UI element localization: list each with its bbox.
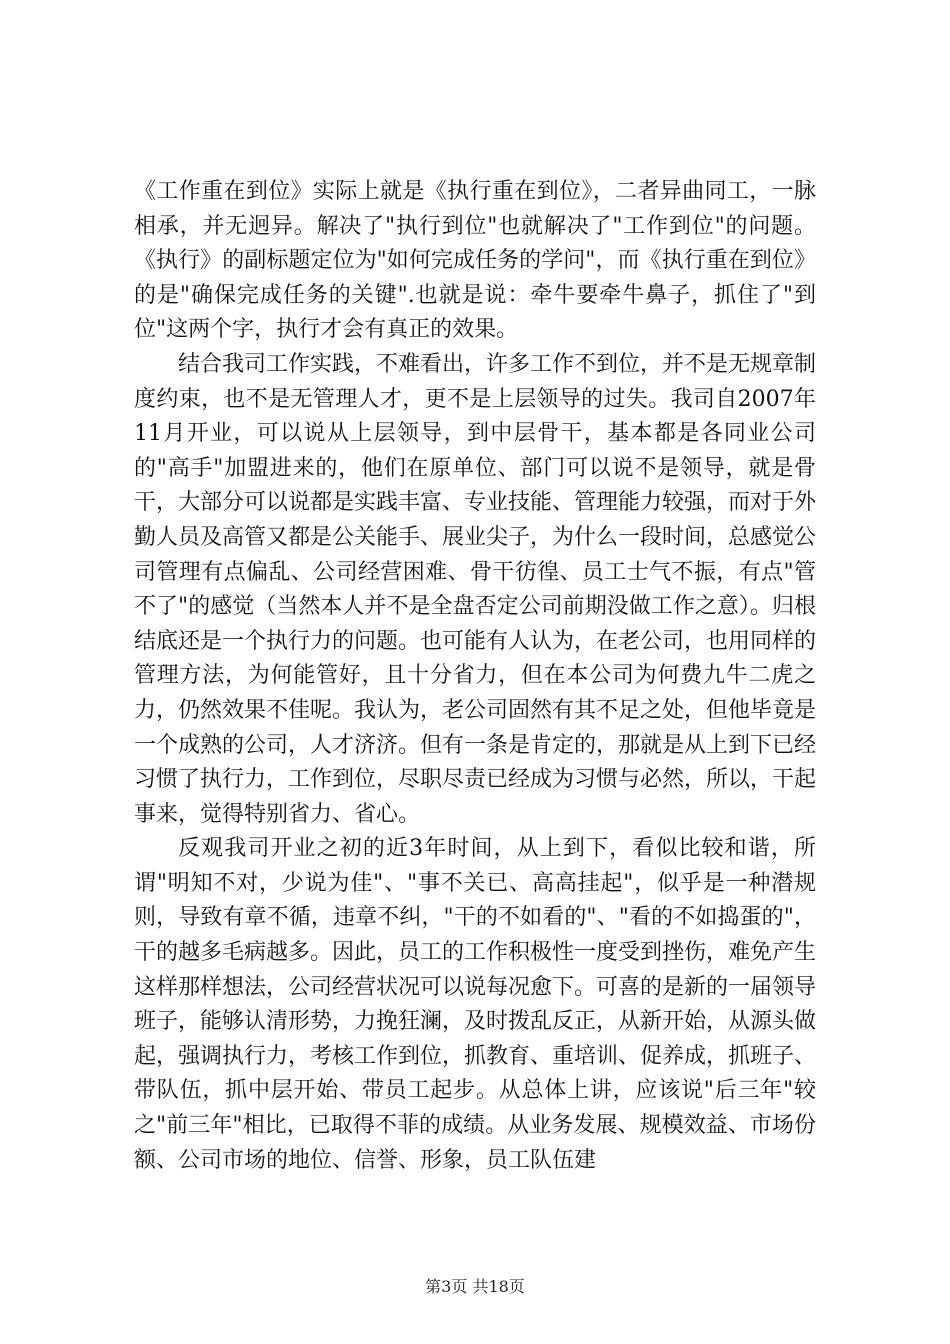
paragraph-1: 《工作重在到位》实际上就是《执行重在到位》，二者异曲同工，一脉相承，并无迥异。解决了"执行到位"也就解决了"工作到位"的问题。《执行》的副标题定位为"如何完成任务的学问"，而《执行重在到位》的是"确保完成任务的关键".也就是说：牵牛要牵牛鼻子，抓住了"到位"这两个字，执行才会有真正的效果。 (134, 179, 816, 343)
paragraph-3: 反观我司开业之初的近3年时间，从上到下，看似比较和谐，所谓"明知不对，少说为佳"、"事不关已、高高挂起"，似乎是一种潜规则，导致有章不循，违章不纠，"干的不如看的"、"看的不如捣蛋的"，干的越多毛病越多。因此，员工的工作积极性一度受到挫伤，难免产生这样那样想法，公司经营状况可以说每况愈下。可喜的是新的一届领导班子，能够认清形势，力挽狂澜，及时拨乱反正，从新开始，从源头做起，强调执行力，考核工作到位，抓教育、重培训、促养成，抓班子、带队伍，抓中层开始、带员工起步。从总体上讲，应该说"后三年"较之"前三年"相比，已取得不菲的成绩。从业务发展、规模效益、市场份额、公司市场的地位、信誉、形象，员工队伍建 (134, 836, 817, 1173)
document-body (134, 175, 816, 1178)
page-footer: 第3页 共18页 (425, 1277, 525, 1296)
paragraph-2: 结合我司工作实践，不难看出，许多工作不到位，并不是无规章制度约束，也不是无管理人才，更不是上层领导的过失。我司自2007年11月开业，可以说从上层领导，到中层骨干，基本都是各同业公司的"高手"加盟进来的，他们在原单位、部门可以说不是领导，就是骨干，大部分可以说都是实践丰富、专业技能、管理能力较强，而对于外勤人员及高管又都是公关能手、展业尖子，为什么一段时间，总感觉公司管理有点偏乱、公司经营困难、骨干彷徨、员工士气不振，有点"管不了"的感觉（当然本人并不是全盘否定公司前期没做工作之意）。归根结底还是一个执行力的问题。也可能有人认为，在老公司，也用同样的管理方法，为何能管好，且十分省力，但在本公司为何费九牛二虎之力，仍然效果不佳呢。我认为，老公司固然有其不足之处，但他毕竟是一个成熟的公司，人才济济。但有一条是肯定的，那就是从上到下已经习惯了执行力，工作到位，尽职尽责已经成为习惯与必然，所以，干起事来，觉得特别省力、省心。 (134, 351, 817, 827)
